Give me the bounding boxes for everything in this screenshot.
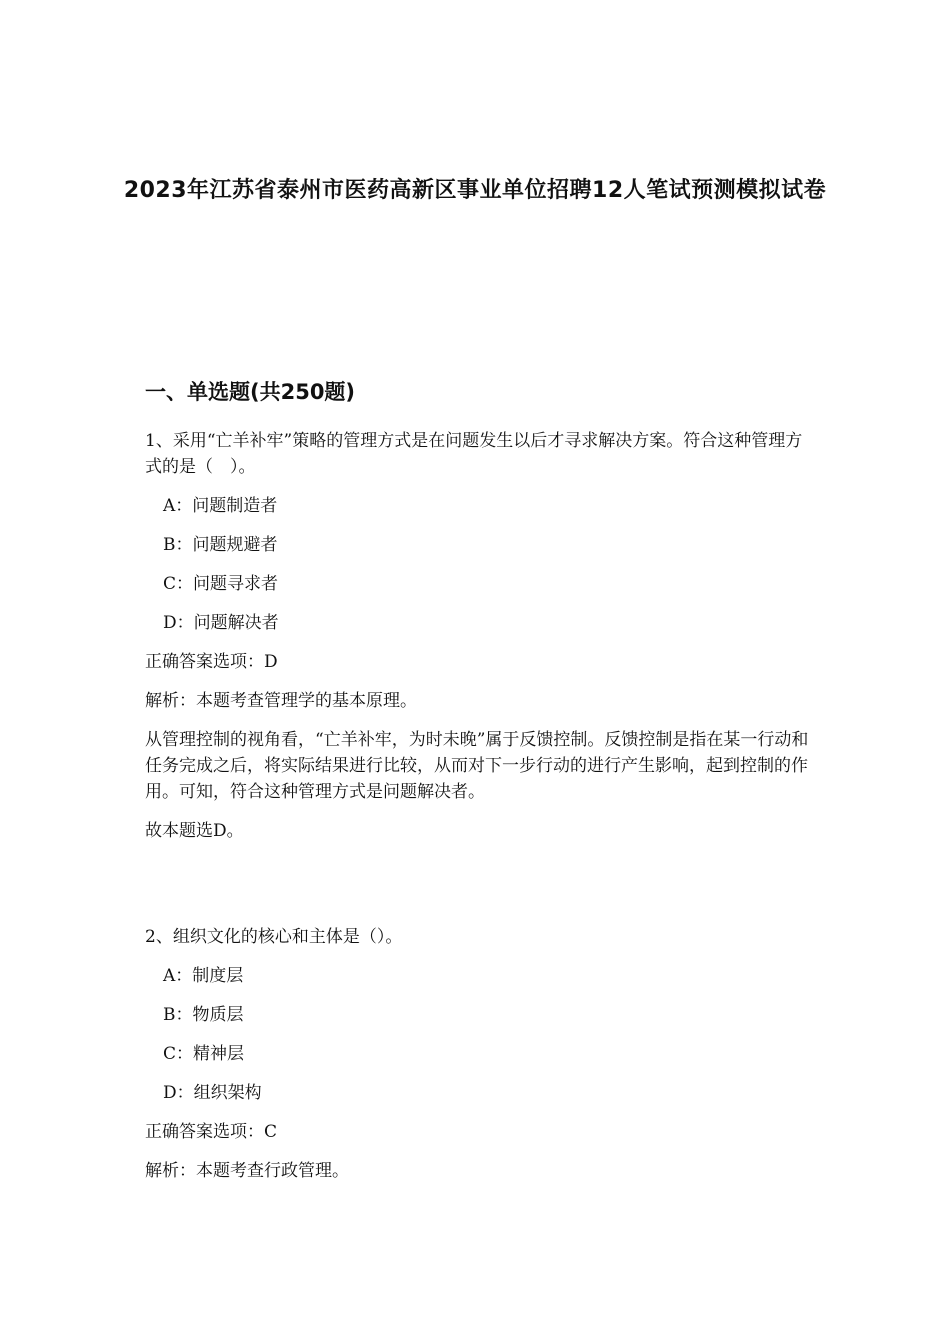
option-c: C：精神层 — [163, 1044, 245, 1064]
option-c: C：问题寻求者 — [163, 574, 279, 594]
correct-answer: 正确答案选项：D — [145, 652, 278, 672]
option-a: A：问题制造者 — [163, 496, 278, 516]
option-d: D：组织架构 — [163, 1083, 262, 1103]
option-b: B：物质层 — [163, 1005, 244, 1025]
option-d: D：问题解决者 — [163, 613, 279, 633]
option-b: B：问题规避者 — [163, 535, 278, 555]
section-heading: 一、单选题(共250题) — [145, 380, 356, 404]
document-title: 2023年江苏省泰州市医药高新区事业单位招聘12人笔试预测模拟试卷 — [123, 178, 827, 203]
question-2 — [145, 924, 810, 1184]
option-a: A：制度层 — [163, 966, 244, 986]
analysis-conclusion: 故本题选D。 — [145, 821, 244, 841]
analysis-line: 解析：本题考查行政管理。 — [145, 1161, 349, 1181]
analysis-line: 解析：本题考查管理学的基本原理。 — [145, 691, 417, 711]
question-list — [145, 428, 810, 1197]
question-stem: 1、采用“亡羊补牢”策略的管理方式是在问题发生以后才寻求解决方案。符合这种管理方式的是（ ）。 — [145, 431, 803, 477]
question-1 — [145, 428, 810, 844]
question-stem: 2、组织文化的核心和主体是（）。 — [145, 927, 403, 947]
question-spacer — [145, 857, 810, 924]
analysis-paragraph: 从管理控制的视角看，“亡羊补牢，为时未晚”属于反馈控制。反馈控制是指在某一行动和任务完成之后，将实际结果进行比较，从而对下一步行动的进行产生影响，起到控制的作用。可知，符合这种管理方式是问题解决者。 — [145, 730, 809, 802]
correct-answer: 正确答案选项：C — [145, 1122, 278, 1142]
